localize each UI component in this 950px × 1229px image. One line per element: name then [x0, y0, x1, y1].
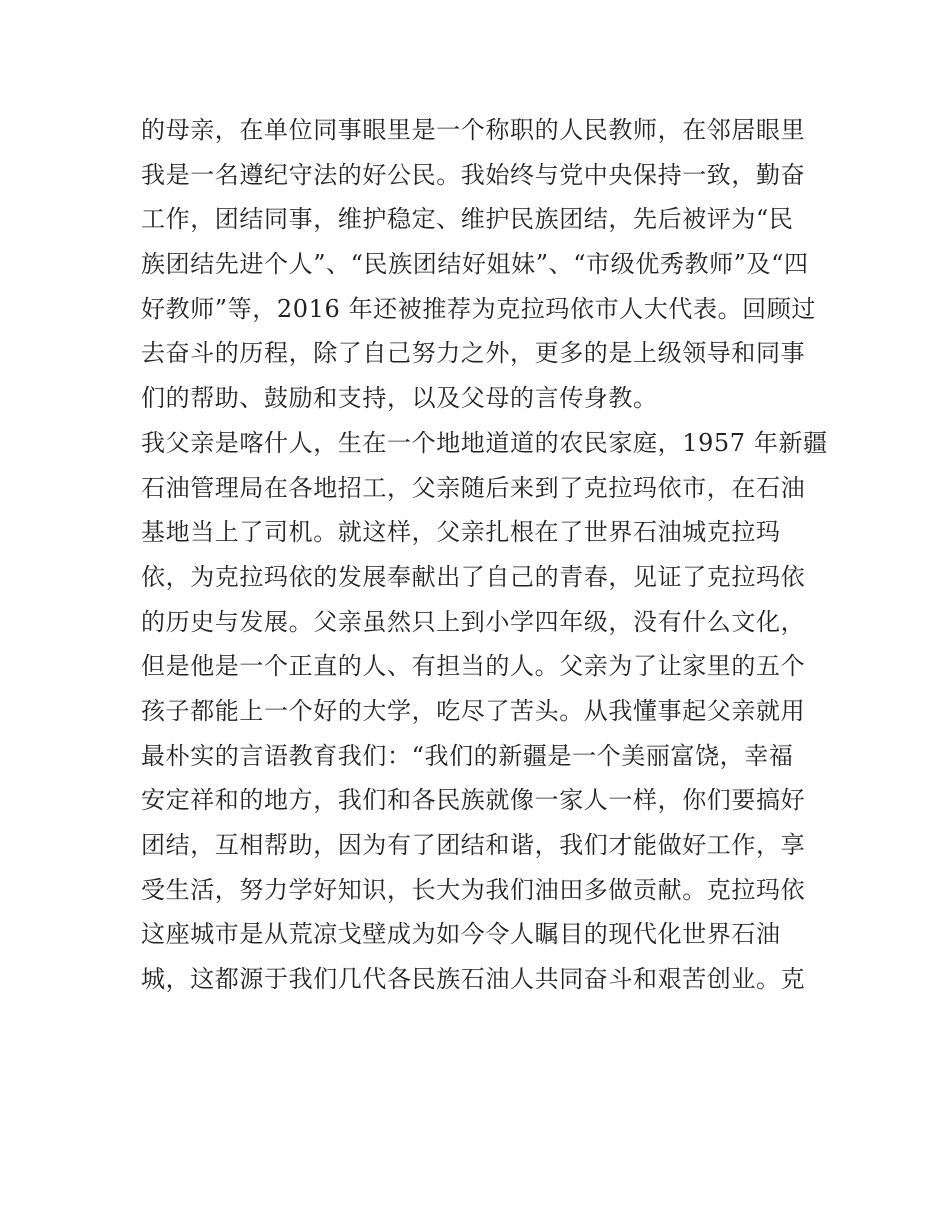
text-line: 族团结先进个人”、“民族团结好姐妹”、“市级优秀教师”及“四: [141, 250, 809, 279]
text-line: 团结，互相帮助，因为有了团结和谐，我们才能做好工作，享: [141, 831, 806, 859]
text-line: 安定祥和的地方，我们和各民族就像一家人一样，你们要搞好: [141, 786, 806, 815]
text-line: 我父亲是喀什人，生在一个地地道道的农民家庭，1957 年新疆: [141, 428, 828, 457]
text-line: 们的帮助、鼓励和支持，以及父母的言传身教。: [141, 384, 658, 413]
text-line: 但是他是一个正直的人、有担当的人。父亲为了让家里的五个: [141, 652, 806, 681]
text-line: 去奋斗的历程，除了自己努力之外，更多的是上级领导和同事: [141, 339, 806, 368]
text-line: 好教师”等，2016 年还被推荐为克拉玛依市人大代表。回顾过: [141, 294, 816, 323]
text-line: 工作，团结同事，维护稳定、维护民族团结，先后被评为“民: [141, 205, 794, 234]
text-line: 城，这都源于我们几代各民族石油人共同奋斗和艰苦创业。克: [141, 965, 806, 994]
body-text: [141, 108, 828, 1002]
text-line: 石油管理局在各地招工，父亲随后来到了克拉玛依市，在石油: [141, 473, 806, 502]
text-line: 依，为克拉玛依的发展奉献出了自己的青春，见证了克拉玛依: [141, 562, 806, 591]
text-line: 最朴实的言语教育我们：“我们的新疆是一个美丽富饶，幸福: [141, 741, 794, 770]
text-line: 的母亲，在单位同事眼里是一个称职的人民教师，在邻居眼里: [141, 116, 806, 144]
text-line: 受生活，努力学好知识，长大为我们油田多做贡献。克拉玛依: [141, 875, 806, 904]
text-line: 这座城市是从荒凉戈壁成为如今令人瞩目的现代化世界石油: [141, 920, 781, 949]
text-line: 孩子都能上一个好的大学，吃尽了苦头。从我懂事起父亲就用: [141, 696, 806, 725]
text-line: 基地当上了司机。就这样，父亲扎根在了世界石油城克拉玛: [141, 518, 781, 547]
text-line: 的历史与发展。父亲虽然只上到小学四年级，没有什么文化，: [141, 607, 806, 636]
text-line: 我是一名遵纪守法的好公民。我始终与党中央保持一致，勤奋: [141, 160, 806, 189]
